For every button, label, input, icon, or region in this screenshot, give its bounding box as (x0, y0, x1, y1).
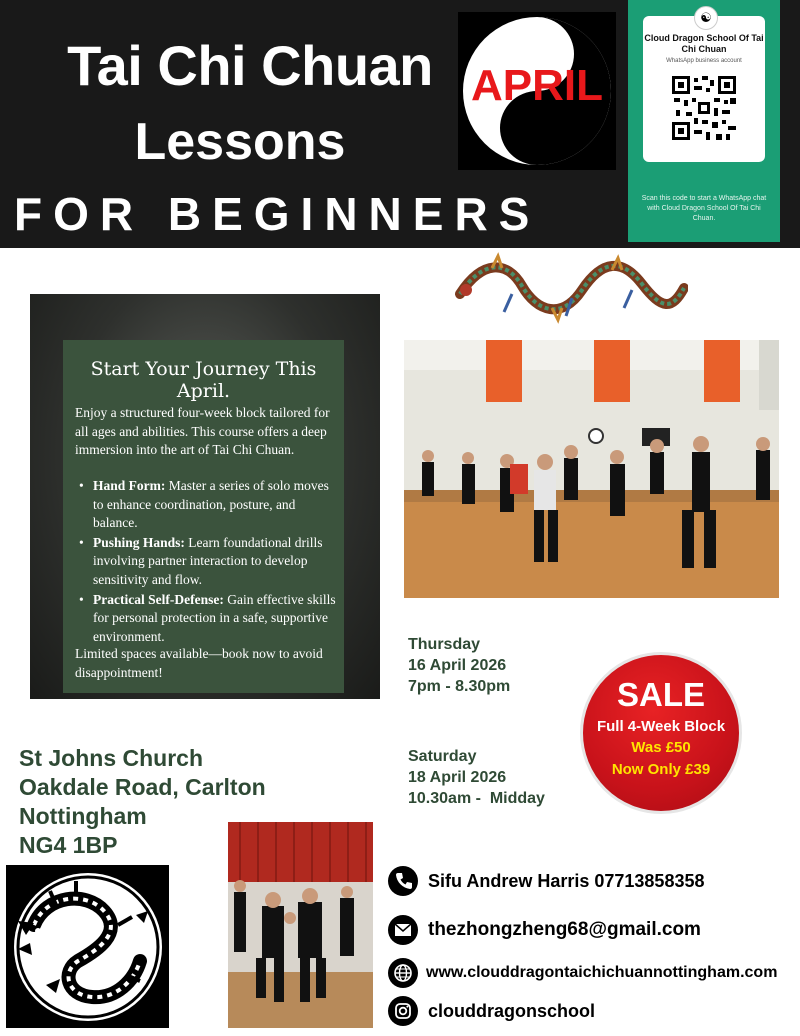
address-line: St Johns Church (19, 745, 204, 771)
title-line-2: Lessons (134, 113, 346, 171)
feature-term: Pushing Hands: (93, 534, 185, 550)
qr-code-icon (672, 76, 736, 140)
globe-icon (388, 958, 418, 988)
course-card-footer: Limited spaces available—book now to avoid disappointment! (75, 646, 323, 680)
pushing-hands-image (228, 822, 373, 1028)
dragon-logo-icon (6, 865, 169, 1028)
course-feature-list (75, 477, 337, 647)
qr-code[interactable] (672, 76, 736, 140)
schedule-date: 18 April 2026 (408, 769, 507, 786)
email-icon[interactable] (388, 915, 418, 945)
sale-title: SALE (616, 676, 705, 713)
class-photo (404, 340, 779, 598)
address-line: Nottingham (19, 803, 147, 829)
address-line: NG4 1BP (19, 832, 118, 858)
schedule-time: 7pm - 8.30pm (408, 678, 511, 695)
april-badge-text: APRIL (471, 61, 603, 110)
whatsapp-scan-text: Scan this code to start a WhatsApp chat with Cloud Dragon School Of Tai Chi Chuan. (641, 195, 767, 222)
feature-text: Master a series of solo moves to enhance coordination, posture, and balance. (93, 478, 329, 531)
address-line: Oakdale Road, Carlton (19, 774, 266, 800)
globe-icon[interactable] (388, 958, 418, 988)
title-line-1: Tai Chi Chuan (67, 34, 433, 97)
contact-phone[interactable]: Sifu Andrew Harris 07713858358 (428, 871, 705, 891)
bullet-icon: • (79, 478, 84, 493)
list-item (75, 534, 337, 590)
school-logo (6, 865, 169, 1028)
schedule-day: Thursday (408, 636, 481, 653)
whatsapp-account-type: WhatsApp business account (666, 58, 742, 64)
contact-website[interactable]: www.clouddragontaichichuannottingham.com (426, 964, 778, 981)
yin-yang-icon: ☯ (694, 6, 718, 30)
title-line-3: FOR BEGINNERS (14, 188, 541, 240)
course-card-intro: Enjoy a structured four-week block tailored for all ages and abilities. This course offers a deep immersion into the art of Tai Chi Chuan. (75, 405, 330, 458)
dragon-illustration (452, 250, 688, 328)
whatsapp-business-name: Cloud Dragon School Of Tai Chi Chuan (644, 33, 764, 54)
sale-description: Full 4-Week Block (596, 718, 726, 735)
list-item (75, 477, 337, 533)
sale-old-price: Was £50 (631, 739, 691, 756)
contact-instagram[interactable]: clouddragonschool (428, 1001, 596, 1021)
envelope-icon (388, 915, 418, 945)
feature-term: Practical Self-Defense: (93, 591, 224, 607)
bullet-icon: • (79, 534, 84, 550)
instagram-icon (388, 996, 418, 1026)
contact-email[interactable]: thezhongzheng68@gmail.com (428, 919, 701, 940)
pushing-hands-photo (228, 822, 373, 1028)
feature-text: Learn foundational drills involving partner interaction to develop sensitivity and flow. (93, 534, 323, 587)
schedule-day: Saturday (408, 748, 477, 765)
feature-text: Gain effective skills for personal protection in a safe, supportive environment. (93, 591, 336, 644)
feature-term: Hand Form: (93, 478, 166, 493)
phone-icon (388, 866, 418, 896)
course-card-title: Start Your Journey This April. (90, 358, 317, 402)
schedule-time: 10.30am - Midday (408, 790, 545, 807)
instagram-icon[interactable] (388, 996, 418, 1026)
schedule-thursday (408, 634, 510, 697)
class-photo-image (404, 340, 779, 598)
list-item (75, 591, 337, 647)
phone-icon[interactable] (388, 866, 418, 896)
dragon-icon (452, 250, 688, 328)
schedule-saturday (408, 746, 545, 809)
schedule-date: 16 April 2026 (408, 657, 507, 674)
bullet-icon: • (79, 591, 84, 607)
sale-new-price: Now Only £39 (611, 761, 711, 778)
